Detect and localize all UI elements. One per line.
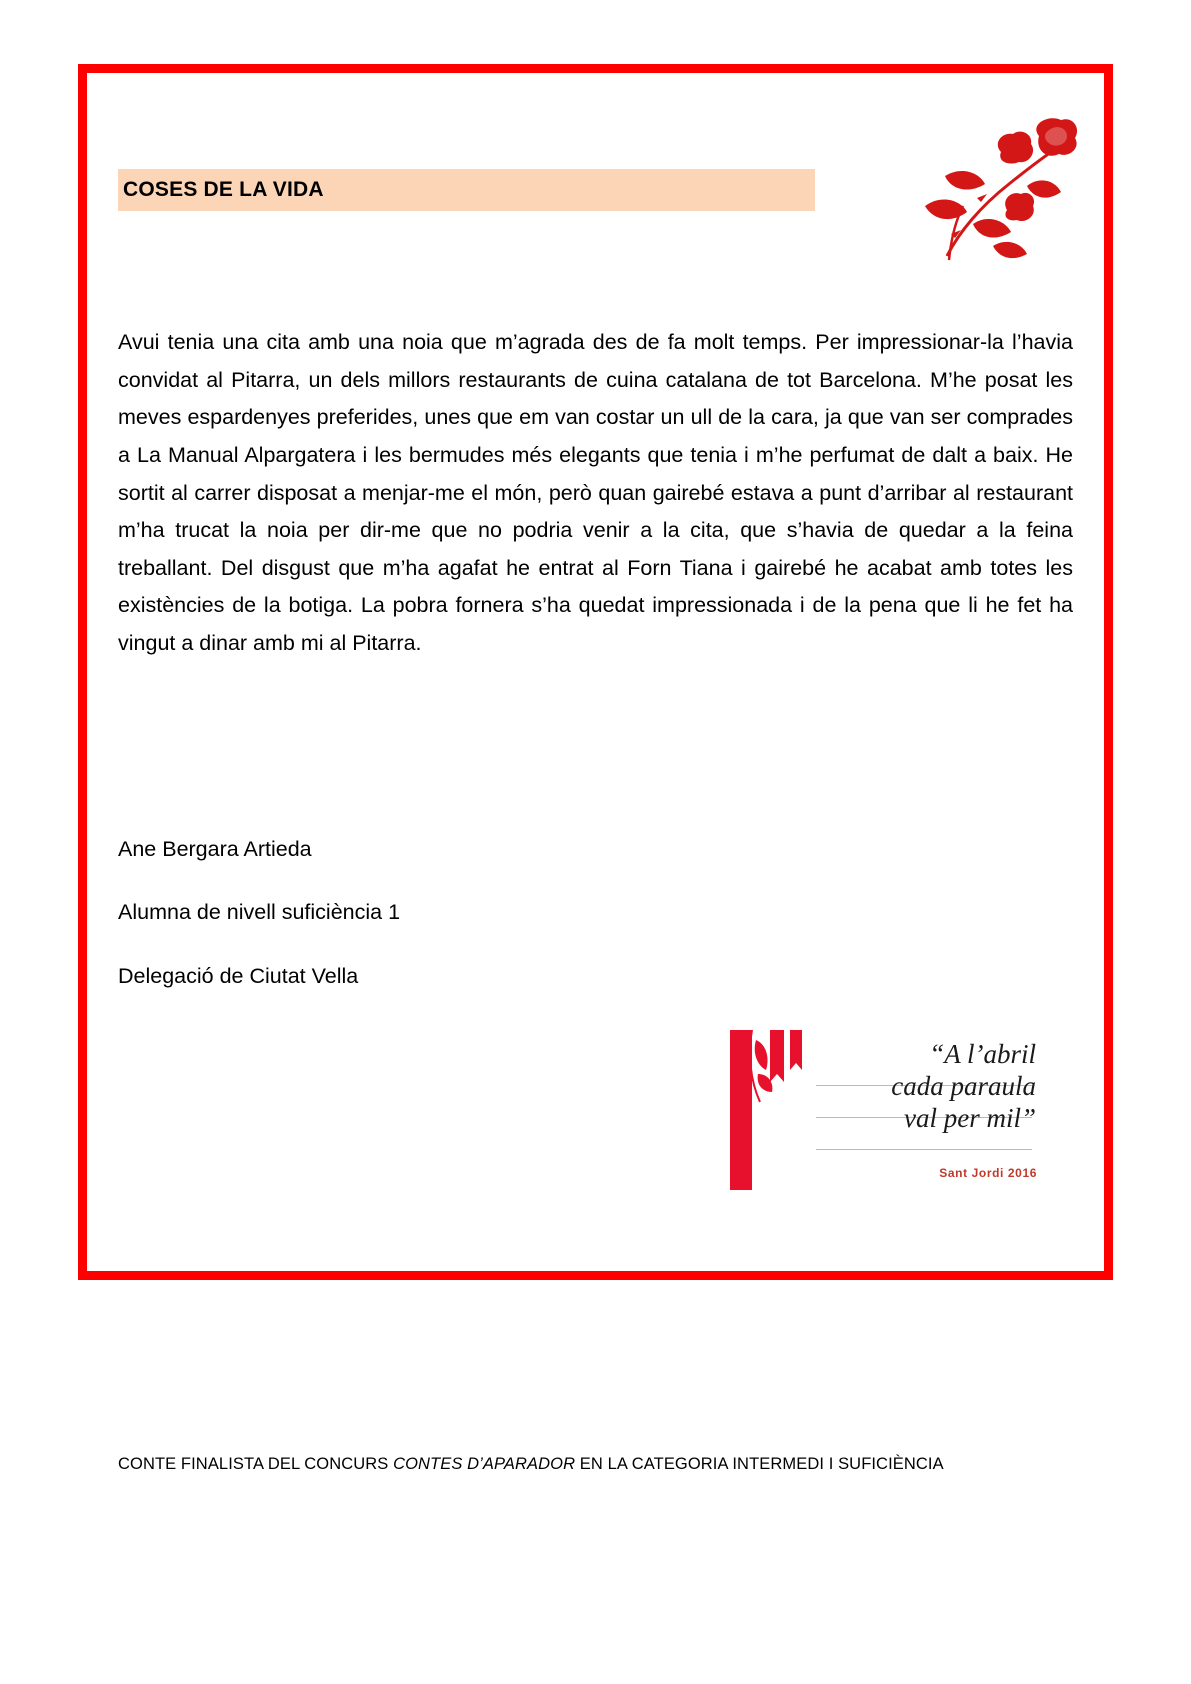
page-title: COSES DE LA VIDA: [123, 178, 324, 201]
footer-text-part-2: EN LA CATEGORIA INTERMEDI I SUFICIÈNCIA: [575, 1455, 944, 1473]
rose-illustration-icon: [889, 114, 1079, 274]
signature-delegation: Delegació de Ciutat Vella: [118, 963, 359, 988]
stamp-quote: [816, 1038, 1036, 1134]
stamp-quote-line-3: val per mil”: [904, 1103, 1036, 1133]
stamp-caption: Sant Jordi 2016: [939, 1166, 1037, 1180]
document-content: [118, 104, 1073, 1022]
title-row: [118, 104, 1073, 244]
page-footer: [118, 1455, 1078, 1474]
stamp-ribbon-icon: [740, 1030, 818, 1126]
signature-block: [118, 831, 1073, 996]
sant-jordi-stamp: [730, 1030, 1041, 1190]
story-body: Avui tenia una cita amb una noia que m’agrada des de fa molt temps. Per impressionar-la l’havia convidat al Pitarra, un dels millors restaurants de cuina catalana de tot Barcelona. M’he posat les meves espardenyes preferides, unes que em van costar un ull de la cara, ja que van ser comprades a La Manual Alpargatera i les bermudes més elegants que tenia i m’he perfumat de dalt a baix. He sortit al carrer disposat a menjar-me el món, però quan gairebé estava a punt d’arribar al restaurant m’ha trucat la noia per dir-me que no podria venir a la cita, que s’havia de quedar a la feina treballant. Del disgust que m’ha agafat he entrat al Forn Tiana i gairebé he acabat amb totes les existències de la botiga. La pobra fornera s’ha quedat impressionada i de la pena que li he fet ha vingut a dinar amb mi al Pitarra.: [118, 330, 1073, 655]
stamp-quote-line-2: cada paraula: [891, 1071, 1036, 1101]
footer-text-part-1: CONTE FINALISTA DEL CONCURS: [118, 1455, 394, 1473]
signature-level: Alumna de nivell suficiència 1: [118, 900, 401, 925]
stamp-quote-line-1: “A l’abril: [929, 1039, 1036, 1069]
title-banner: [118, 169, 815, 211]
footer-contest-name: CONTES D’APARADOR: [393, 1455, 576, 1473]
signature-author: Ane Bergara Artieda: [118, 836, 312, 861]
